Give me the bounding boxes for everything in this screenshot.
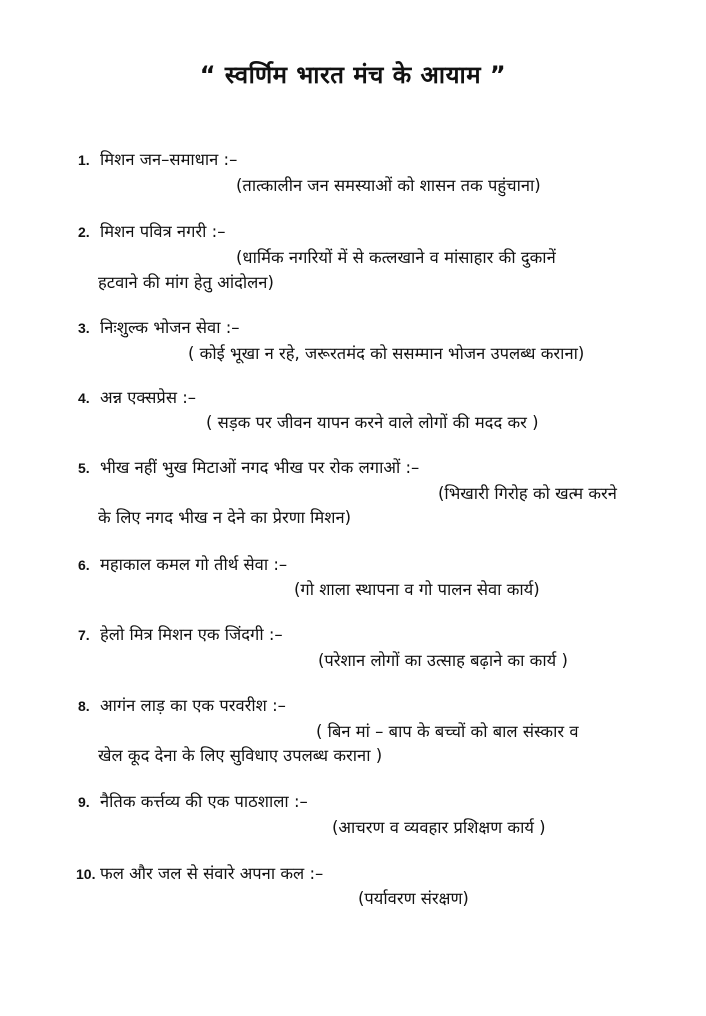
item-heading: [78, 692, 286, 720]
item-heading: [78, 621, 283, 649]
item-heading-text: अन्न एक्सप्रेस :–: [100, 388, 197, 407]
item-heading-text: हेलो मित्र मिशन एक जिंदगी :–: [100, 625, 283, 644]
item-heading-text: भीख नहीं भुख मिटाओं नगद भीख पर रोक लगाओं :–: [100, 458, 420, 477]
item-description: ( सड़क पर जीवन यापन करने वाले लोगों की मदद कर ): [206, 413, 539, 432]
item-heading: [78, 384, 196, 412]
item-heading-text: महाकाल कमल गो तीर्थ सेवा :–: [100, 555, 288, 574]
page-title: “ स्वर्णिम भारत मंच के आयाम ”: [199, 61, 507, 89]
item-number: 5.: [78, 460, 90, 476]
item-number: 6.: [78, 557, 90, 573]
item-heading: [78, 454, 419, 482]
item-number: 4.: [78, 390, 90, 406]
item-heading: [78, 314, 240, 342]
item-number: 9.: [78, 794, 90, 810]
item-description-continued: के लिए नगद भीख न देने का प्रेरणा मिशन): [98, 508, 352, 527]
item-description-continued: खेल कूद देना के लिए सुविधाए उपलब्ध कराना ): [98, 746, 383, 765]
item-number: 2.: [78, 224, 90, 240]
item-heading-text: मिशन पवित्र नगरी :–: [100, 222, 226, 241]
item-heading-text: निःशुल्क भोजन सेवा :–: [100, 318, 240, 337]
item-number: 8.: [78, 698, 90, 714]
item-description: (भिखारी गिरोह को खत्म करने: [438, 484, 617, 503]
item-heading: [78, 788, 308, 816]
item-heading-text: आगंन लाड़ का एक परवरीश :–: [100, 696, 286, 715]
item-description: ( बिन मां – बाप के बच्चों को बाल संस्कार व: [316, 722, 579, 741]
item-description: (धार्मिक नगरियों में से कत्लखाने व मांसाहार की दुकानें: [236, 248, 556, 267]
item-description: (तात्कालीन जन समस्याओं को शासन तक पहुंचाना): [236, 176, 541, 195]
item-description-continued: हटवाने की मांग हेतु आंदोलन): [98, 273, 274, 292]
item-heading: [78, 146, 237, 174]
item-heading-text: नैतिक कर्त्तव्य की एक पाठशाला :–: [100, 792, 308, 811]
item-number: 1.: [78, 152, 90, 168]
item-heading-text: फल और जल से संवारे अपना कल :–: [100, 864, 324, 883]
item-heading: [78, 218, 225, 246]
item-description: ( कोई भूखा न रहे, जरूरतमंद को ससम्मान भोजन उपलब्ध कराना): [188, 344, 585, 363]
item-number: 10.: [76, 866, 96, 882]
item-description: (पर्यावरण संरक्षण): [358, 889, 469, 908]
item-heading-text: मिशन जन–समाधान :–: [100, 150, 238, 169]
item-heading: [78, 551, 287, 579]
item-description: (आचरण व व्यवहार प्रशिक्षण कार्य ): [332, 818, 546, 837]
item-number: 3.: [78, 320, 90, 336]
item-heading: [76, 860, 323, 888]
item-description: (गो शाला स्थापना व गो पालन सेवा कार्य): [294, 580, 540, 599]
item-description: (परेशान लोगों का उत्साह बढ़ाने का कार्य ): [318, 651, 568, 670]
item-number: 7.: [78, 627, 90, 643]
